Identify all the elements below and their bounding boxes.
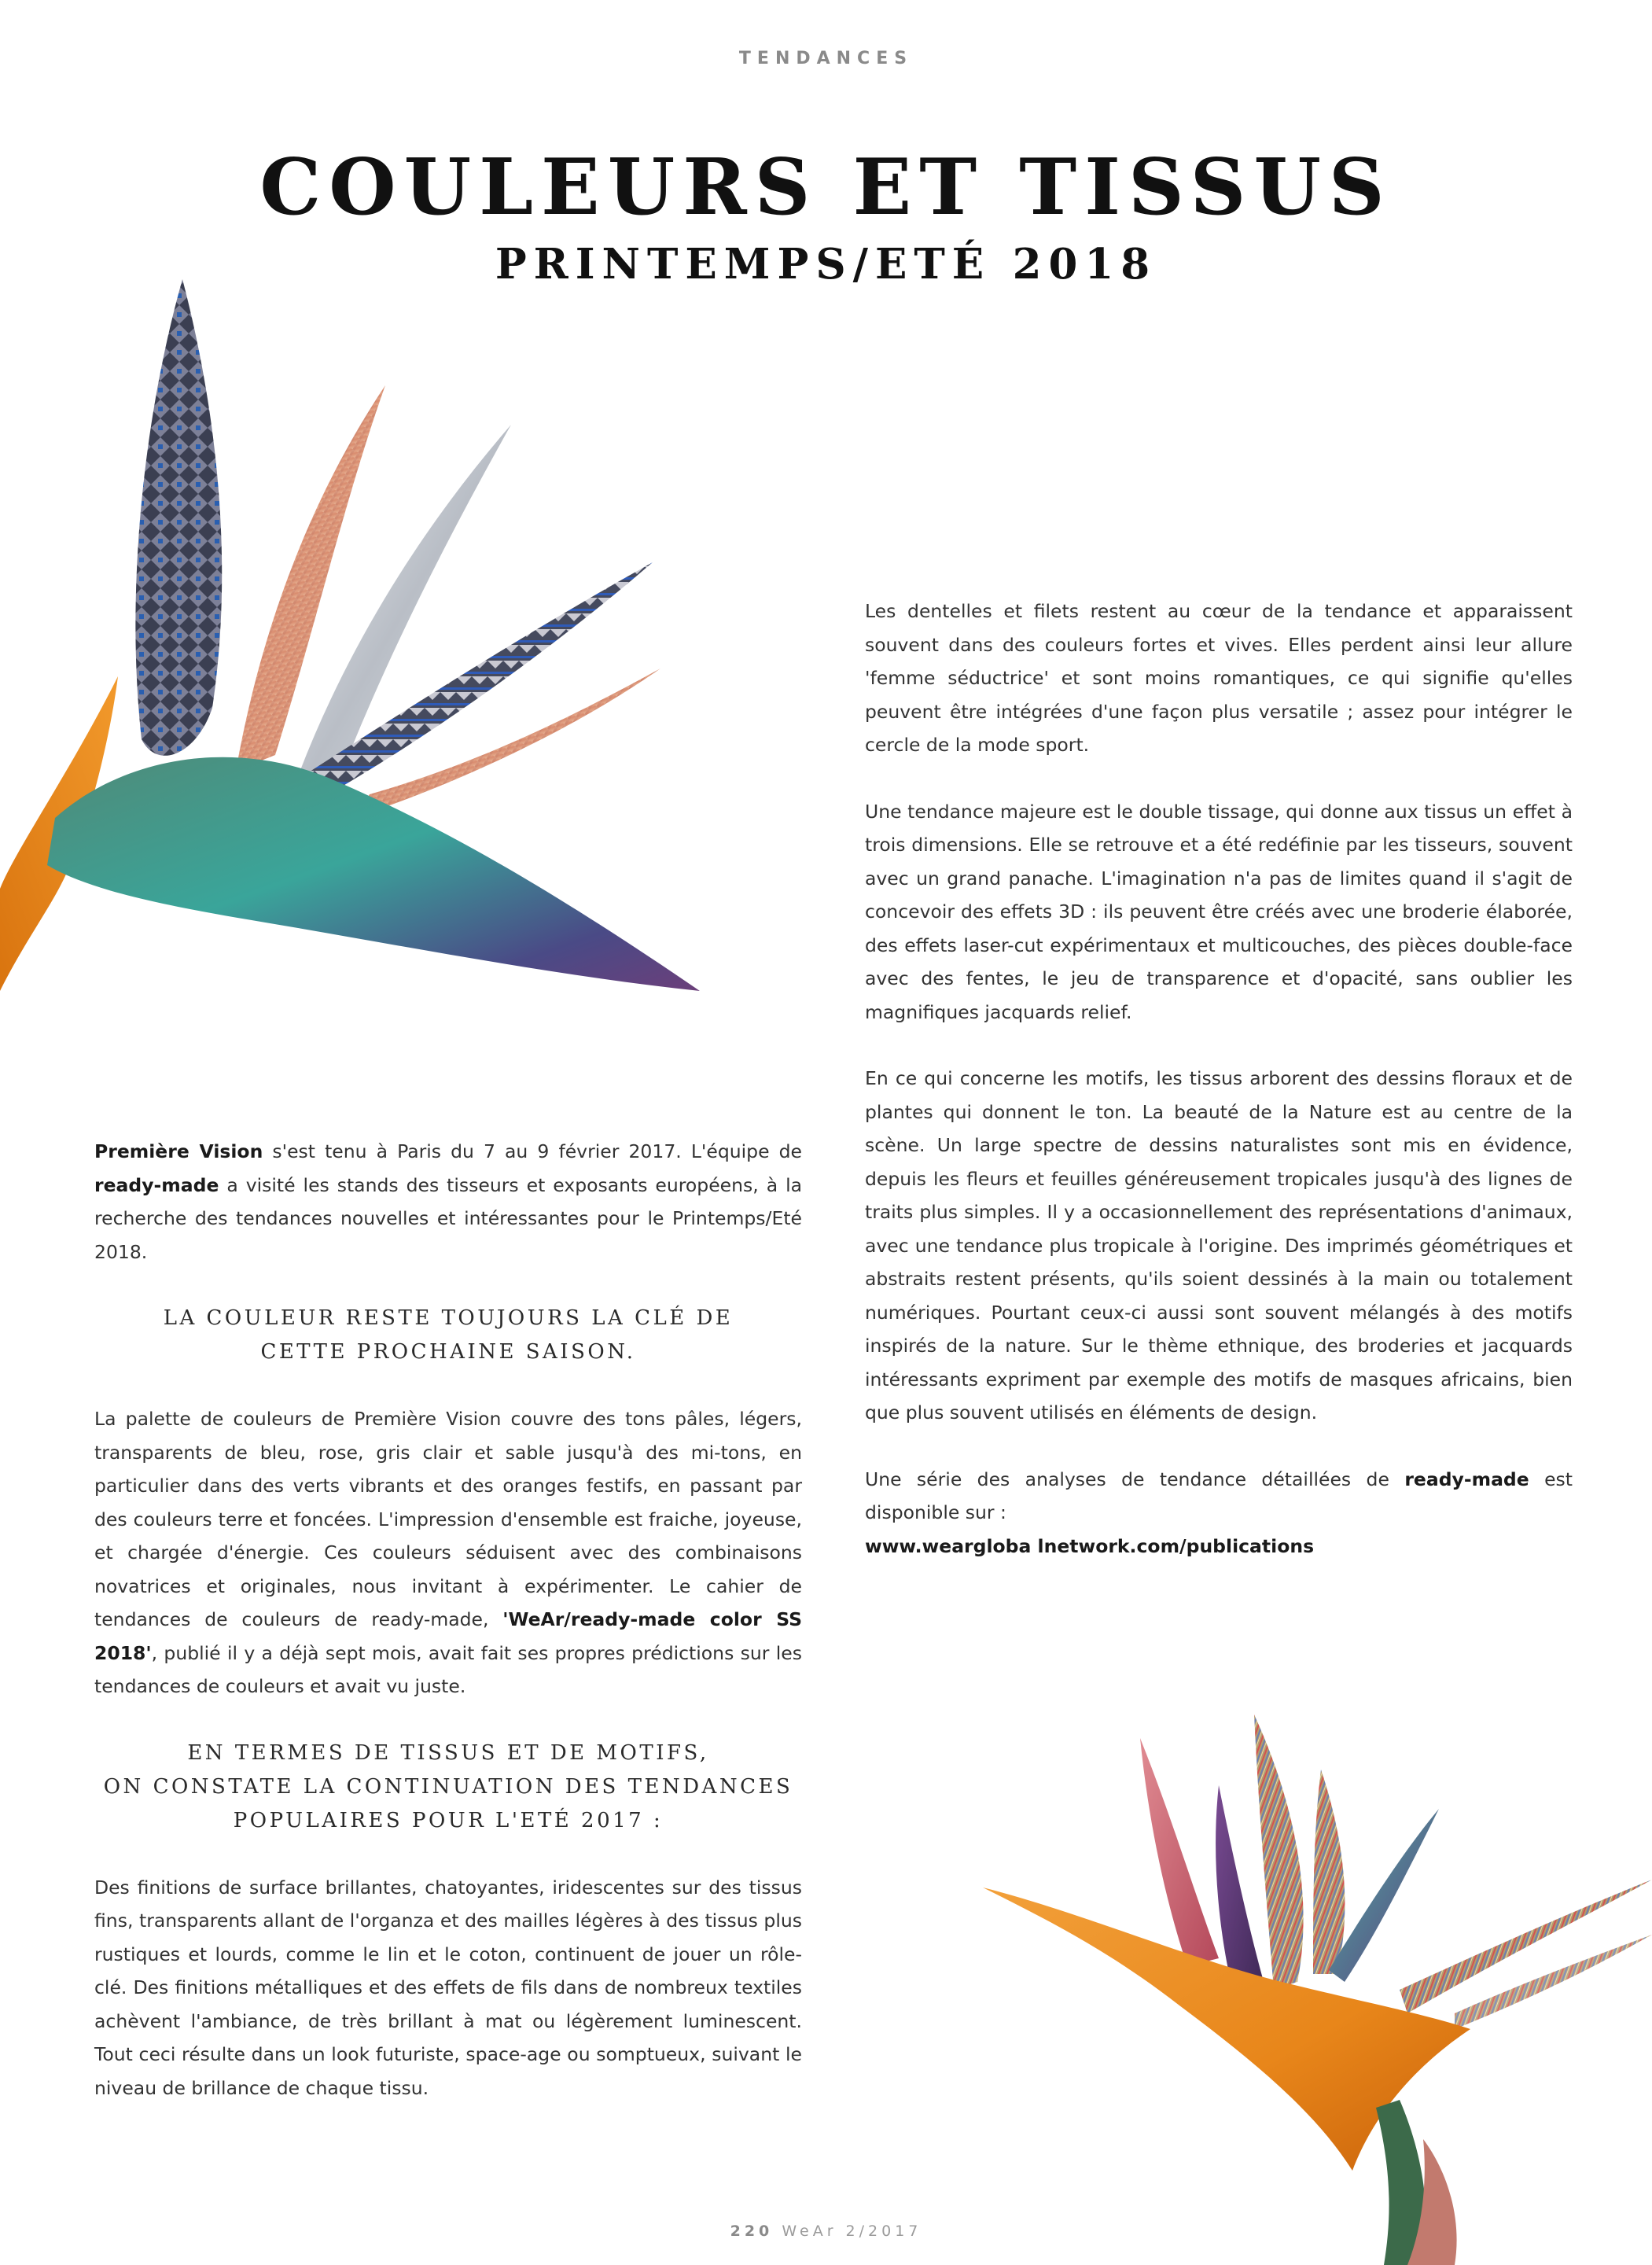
analysis-paragraph: Une série des analyses de tendance détaillées de ready-made est disponible sur : <box>865 1468 1573 1523</box>
palette-paragraph: La palette de couleurs de Première Vision couvre des tons pâles, légers, transparents de bleu, rose, gris clair et sable jusqu'à des mi-tons, en particulier dans des verts vibrants et des oranges festifs, en passant par des couleurs terre et foncées. L'impression d'ensemble est fraiche, joyeuse, et chargée d'énergie. Ces couleurs séduisent avec des combinaisons novatrices et originales, nous invitant à expérimenter. Le cahier de tendances de couleurs de ready-made, 'WeAr/ready-made color SS 2018', publié il y a déjà sept mois, avait fait ses propres prédictions sur les tendances de couleurs et avait vu juste. <box>94 1408 802 1697</box>
right-column <box>865 595 1573 1596</box>
issue-label: WeAr 2/2017 <box>782 2223 922 2240</box>
ready-made-bold-2: ready-made <box>1404 1468 1529 1490</box>
lace-paragraph: Les dentelles et filets restent au cœur de la tendance et apparaissent souvent dans des couleurs fortes et vives. Elles perdent ainsi leur allure 'femme séductrice' et sont moins romantiques, ce qui signifie qu'elles peuvent être intégrées d'une façon plus versatile ; assez pour intégrer le cercle de la mode sport. <box>865 600 1573 756</box>
page-number: 220 <box>730 2223 774 2240</box>
color-heading: LA COULEUR RESTE TOUJOURS LA CLÉ DE CETTE PROCHAINE SAISON. <box>163 1306 734 1364</box>
motifs-paragraph: En ce qui concerne les motifs, les tissus arborent des dessins floraux et de plantes qui donnent le ton. La beauté de la Nature est au centre de la scène. Un large spectre de dessins naturalistes sont mis en évidence, depuis les fleurs et feuilles généreusement tropicales jusqu'à des lignes de traits plus simples. Il y a occasionnellement des représentations d'animaux, avec une tendance plus tropicale à l'origine. Des imprimés géométriques et abstraits restent présents, qu'ils soient dessinés à la main ou totalement numériques. Pourtant ceux-ci aussi sont souvent mélangés à des motifs inspirés de la nature. Sur le thème ethnique, des broderies et jacquards intéressants expriment par exemple des motifs de masques africains, bien que plus souvent utilisés en éléments de design. <box>865 1067 1573 1423</box>
finishes-paragraph: Des finitions de surface brillantes, chatoyantes, iridescentes sur des tissus fins, transparents allant de l'organza et des mailles légères à des tissus plus rustiques et lourds, comme le lin et le coton, continuent de jouer un rôle-clé. Des finitions métalliques et des effets de fils dans de nombreux textiles achèvent l'ambiance, de très brillant à mat ou légèrement luminescent. Tout ceci résulte dans un look futuriste, space-age ou somptueux, suivant le niveau de brillance de chaque tissu. <box>94 1876 802 2099</box>
section-label: TENDANCES <box>738 49 914 68</box>
bird-of-paradise-flower-top <box>0 267 708 1007</box>
left-column <box>94 1135 802 2138</box>
premiere-vision-bold: Première Vision <box>94 1140 263 1162</box>
bird-of-paradise-flower-bottom <box>983 1699 1652 2265</box>
page-footer <box>0 2223 1652 2240</box>
fabrics-heading: EN TERMES DE TISSUS ET DE MOTIFS, ON CONSTATE LA CONTINUATION DES TENDANCES POPULAIRES POUR L'ETÉ 2017 : <box>103 1740 793 1832</box>
intro-paragraph: Première Vision s'est tenu à Paris du 7 au 9 février 2017. L'équipe de ready-made a visité les stands des tisseurs et exposants européens, à la recherche des tendances nouvelles et intéressantes pour le Printemps/Eté 2018. <box>94 1140 802 1263</box>
color-book-title: 'WeAr/ready-made color SS 2018' <box>94 1608 802 1664</box>
ready-made-bold: ready-made <box>94 1173 219 1196</box>
double-weave-paragraph: Une tendance majeure est le double tissage, qui donne aux tissus un effet à trois dimensions. Elle se retrouve et a été redéfinie par les tisseurs, souvent avec un grand panache. L'imagination n'a pas de limites quand il s'agit de concevoir des effets 3D : ils peuvent être créés avec une broderie élaborée, des effets laser-cut expérimentaux et multicouches, des pièces double-face avec des fentes, le jeu de transparence et d'opacité, sans oublier les magnifiques jacquards relief. <box>865 800 1573 1023</box>
publications-link[interactable]: www.weargloba lnetwork.com/publications <box>865 1534 1315 1557</box>
page-title: COULEURS ET TISSUS <box>259 142 1393 233</box>
page-subtitle: PRINTEMPS/ETÉ 2018 <box>495 240 1157 289</box>
